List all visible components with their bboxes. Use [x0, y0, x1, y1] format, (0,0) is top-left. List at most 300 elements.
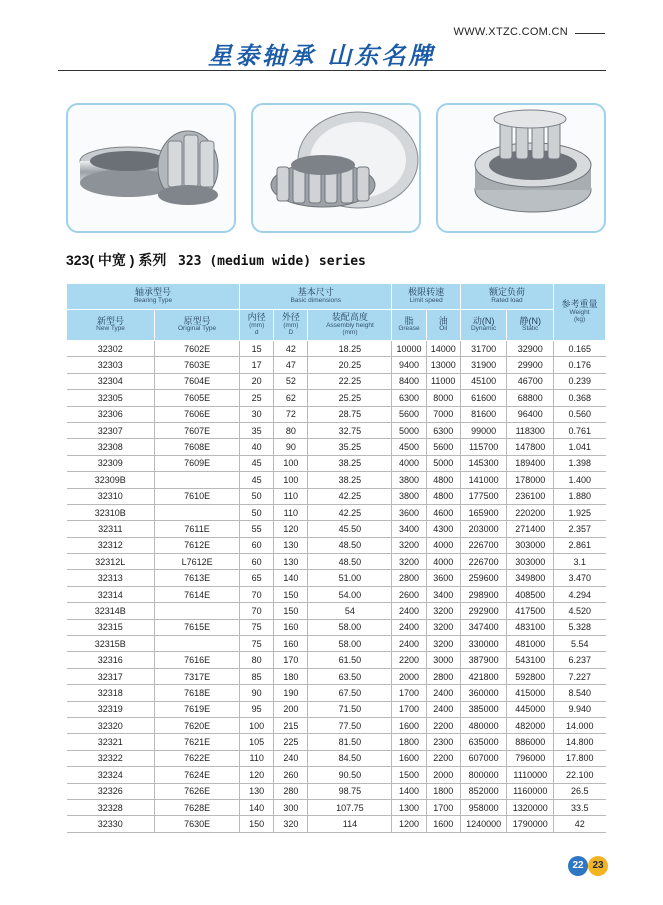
cell-original-type: [155, 504, 240, 520]
cell-static-load: 271400: [507, 521, 554, 537]
cell-outer-diameter: 160: [274, 636, 308, 652]
cell-static-load: 592800: [507, 668, 554, 684]
cell-assembly-height: 58.00: [308, 636, 392, 652]
cell-new-type: 32304: [67, 373, 155, 389]
cell-static-load: 189400: [507, 455, 554, 471]
cell-weight: 5.54: [554, 636, 606, 652]
cell-weight: 5.328: [554, 619, 606, 635]
cell-grease-speed: 1700: [392, 685, 426, 701]
cell-original-type: L7612E: [155, 554, 240, 570]
page-header: [0, 0, 663, 72]
table-row: [67, 717, 606, 733]
cell-grease-speed: 2600: [392, 586, 426, 602]
cell-assembly-height: 20.25: [308, 357, 392, 373]
col-outer-diameter: 外径 (mm) D: [274, 310, 308, 341]
cell-inner-diameter: 60: [240, 537, 274, 553]
col-inner-diameter: 内径 (mm) d: [240, 310, 274, 341]
cell-weight: 4.520: [554, 603, 606, 619]
cell-oil-speed: 2400: [426, 685, 460, 701]
cell-dynamic-load: 145300: [460, 455, 507, 471]
cell-new-type: 32303: [67, 357, 155, 373]
cell-grease-speed: 8400: [392, 373, 426, 389]
cell-new-type: 32314B: [67, 603, 155, 619]
cell-outer-diameter: 200: [274, 701, 308, 717]
cell-original-type: 7604E: [155, 373, 240, 389]
cell-weight: 0.560: [554, 406, 606, 422]
cell-outer-diameter: 180: [274, 668, 308, 684]
cell-inner-diameter: 150: [240, 816, 274, 832]
bearing-photo-3: [436, 103, 606, 233]
cell-static-load: 178000: [507, 472, 554, 488]
cell-grease-speed: 3600: [392, 504, 426, 520]
table-row: [67, 636, 606, 652]
cell-oil-speed: 3200: [426, 603, 460, 619]
cell-assembly-height: 98.75: [308, 783, 392, 799]
cell-inner-diameter: 75: [240, 636, 274, 652]
table-row: [67, 521, 606, 537]
cell-static-load: 886000: [507, 734, 554, 750]
website-url[interactable]: WWW.XTZC.COM.CN: [453, 26, 568, 38]
cell-new-type: 32315B: [67, 636, 155, 652]
cell-original-type: 7602E: [155, 341, 240, 357]
cell-grease-speed: 10000: [392, 341, 426, 357]
cell-assembly-height: 63.50: [308, 668, 392, 684]
cell-static-load: 1790000: [507, 816, 554, 832]
cell-static-load: 96400: [507, 406, 554, 422]
cell-assembly-height: 81.50: [308, 734, 392, 750]
table-row: [67, 406, 606, 422]
table-row: [67, 701, 606, 717]
cell-original-type: 7624E: [155, 767, 240, 783]
cell-inner-diameter: 40: [240, 439, 274, 455]
cell-inner-diameter: 45: [240, 455, 274, 471]
cell-oil-speed: 2400: [426, 701, 460, 717]
table-row: [67, 685, 606, 701]
table-row: [67, 554, 606, 570]
cell-weight: 0.176: [554, 357, 606, 373]
cell-static-load: 417500: [507, 603, 554, 619]
cell-oil-speed: 1700: [426, 799, 460, 815]
cell-assembly-height: 42.25: [308, 504, 392, 520]
header-row-columns: [67, 310, 606, 341]
cell-dynamic-load: 31900: [460, 357, 507, 373]
cell-inner-diameter: 50: [240, 504, 274, 520]
series-title-zh: 323( 中宽 ) 系列: [66, 252, 167, 268]
cell-dynamic-load: 480000: [460, 717, 507, 733]
cell-weight: 1.925: [554, 504, 606, 520]
cell-assembly-height: 45.50: [308, 521, 392, 537]
cell-grease-speed: 1700: [392, 701, 426, 717]
cell-outer-diameter: 100: [274, 472, 308, 488]
cell-oil-speed: 2800: [426, 668, 460, 684]
cell-original-type: 7626E: [155, 783, 240, 799]
cell-original-type: [155, 636, 240, 652]
cell-grease-speed: 1600: [392, 717, 426, 733]
cell-inner-diameter: 20: [240, 373, 274, 389]
cell-outer-diameter: 130: [274, 554, 308, 570]
cell-static-load: 46700: [507, 373, 554, 389]
cell-inner-diameter: 55: [240, 521, 274, 537]
cell-weight: 0.165: [554, 341, 606, 357]
cell-new-type: 32316: [67, 652, 155, 668]
cell-grease-speed: 3800: [392, 488, 426, 504]
table-row: [67, 816, 606, 832]
cell-inner-diameter: 50: [240, 488, 274, 504]
cell-assembly-height: 38.25: [308, 455, 392, 471]
cell-new-type: 32308: [67, 439, 155, 455]
cell-dynamic-load: 259600: [460, 570, 507, 586]
cell-inner-diameter: 75: [240, 619, 274, 635]
cell-inner-diameter: 17: [240, 357, 274, 373]
cell-weight: 22.100: [554, 767, 606, 783]
cell-dynamic-load: 165900: [460, 504, 507, 520]
cell-grease-speed: 1200: [392, 816, 426, 832]
cell-static-load: 118300: [507, 422, 554, 438]
cell-outer-diameter: 150: [274, 603, 308, 619]
cell-static-load: 481000: [507, 636, 554, 652]
table-row: [67, 341, 606, 357]
cell-dynamic-load: 226700: [460, 554, 507, 570]
cell-outer-diameter: 150: [274, 586, 308, 602]
table-row: [67, 455, 606, 471]
table-row: [67, 734, 606, 750]
cell-dynamic-load: 635000: [460, 734, 507, 750]
table-row: [67, 537, 606, 553]
cell-new-type: 32311: [67, 521, 155, 537]
cell-new-type: 32319: [67, 701, 155, 717]
cell-outer-diameter: 110: [274, 488, 308, 504]
table-row: [67, 619, 606, 635]
cell-weight: 42: [554, 816, 606, 832]
cell-inner-diameter: 105: [240, 734, 274, 750]
cell-static-load: 408500: [507, 586, 554, 602]
cell-grease-speed: 1600: [392, 750, 426, 766]
cell-oil-speed: 14000: [426, 341, 460, 357]
cell-outer-diameter: 72: [274, 406, 308, 422]
header-row-groups: [67, 284, 606, 310]
cell-outer-diameter: 62: [274, 390, 308, 406]
cell-inner-diameter: 65: [240, 570, 274, 586]
col-grease: 脂 Grease: [392, 310, 426, 341]
table-row: [67, 488, 606, 504]
cell-grease-speed: 1400: [392, 783, 426, 799]
cell-original-type: 7605E: [155, 390, 240, 406]
cell-dynamic-load: 61600: [460, 390, 507, 406]
cell-assembly-height: 28.75: [308, 406, 392, 422]
cell-outer-diameter: 160: [274, 619, 308, 635]
cell-weight: 3.1: [554, 554, 606, 570]
cell-original-type: [155, 472, 240, 488]
cell-weight: 2.357: [554, 521, 606, 537]
cell-grease-speed: 4000: [392, 455, 426, 471]
cell-grease-speed: 9400: [392, 357, 426, 373]
cell-weight: 1.041: [554, 439, 606, 455]
cell-assembly-height: 22.25: [308, 373, 392, 389]
cell-original-type: 7628E: [155, 799, 240, 815]
table-row: [67, 504, 606, 520]
cell-new-type: 32305: [67, 390, 155, 406]
cell-dynamic-load: 800000: [460, 767, 507, 783]
table-row: [67, 603, 606, 619]
table-row: [67, 652, 606, 668]
cell-assembly-height: 61.50: [308, 652, 392, 668]
cell-static-load: 68800: [507, 390, 554, 406]
cell-outer-diameter: 47: [274, 357, 308, 373]
cell-grease-speed: 1800: [392, 734, 426, 750]
cell-inner-diameter: 85: [240, 668, 274, 684]
cell-assembly-height: 32.75: [308, 422, 392, 438]
cell-assembly-height: 35.25: [308, 439, 392, 455]
cell-outer-diameter: 130: [274, 537, 308, 553]
cell-original-type: 7618E: [155, 685, 240, 701]
cell-dynamic-load: 347400: [460, 619, 507, 635]
table-row: [67, 783, 606, 799]
cell-outer-diameter: 300: [274, 799, 308, 815]
cell-original-type: 7609E: [155, 455, 240, 471]
cell-new-type: 32318: [67, 685, 155, 701]
cell-weight: 0.761: [554, 422, 606, 438]
cell-oil-speed: 3000: [426, 652, 460, 668]
col-static: 静(N) Static: [507, 310, 554, 341]
cell-weight: 1.398: [554, 455, 606, 471]
cell-oil-speed: 2000: [426, 767, 460, 783]
cell-static-load: 415000: [507, 685, 554, 701]
cell-original-type: 7611E: [155, 521, 240, 537]
cell-dynamic-load: 958000: [460, 799, 507, 815]
cell-dynamic-load: 385000: [460, 701, 507, 717]
cell-oil-speed: 2200: [426, 717, 460, 733]
bearing-photo-2: [251, 103, 421, 233]
cell-grease-speed: 3400: [392, 521, 426, 537]
cell-outer-diameter: 120: [274, 521, 308, 537]
cell-weight: 2.861: [554, 537, 606, 553]
table-row: [67, 422, 606, 438]
cell-static-load: 349800: [507, 570, 554, 586]
cell-weight: 7.227: [554, 668, 606, 684]
cell-oil-speed: 13000: [426, 357, 460, 373]
cell-new-type: 32322: [67, 750, 155, 766]
cell-new-type: 32315: [67, 619, 155, 635]
cell-static-load: 483100: [507, 619, 554, 635]
cell-weight: 6.237: [554, 652, 606, 668]
cell-oil-speed: 3200: [426, 636, 460, 652]
cell-inner-diameter: 95: [240, 701, 274, 717]
cell-dynamic-load: 31700: [460, 341, 507, 357]
cell-new-type: 32312: [67, 537, 155, 553]
cell-new-type: 32309B: [67, 472, 155, 488]
cell-original-type: 7606E: [155, 406, 240, 422]
cell-new-type: 32328: [67, 799, 155, 815]
bearing-photo-1: [66, 103, 236, 233]
cell-new-type: 32302: [67, 341, 155, 357]
cell-original-type: 7612E: [155, 537, 240, 553]
table-row: [67, 373, 606, 389]
cell-original-type: 7613E: [155, 570, 240, 586]
cell-outer-diameter: 42: [274, 341, 308, 357]
col-original-type: 原型号 Original Type: [155, 310, 240, 341]
cell-new-type: 32307: [67, 422, 155, 438]
cell-inner-diameter: 130: [240, 783, 274, 799]
group-bearing-type: 轴承型号 Bearing Type: [67, 284, 240, 310]
page-number-right: 23: [588, 856, 608, 876]
cell-assembly-height: 54: [308, 603, 392, 619]
table-row: [67, 586, 606, 602]
cell-grease-speed: 2800: [392, 570, 426, 586]
cell-inner-diameter: 100: [240, 717, 274, 733]
cell-static-load: 1160000: [507, 783, 554, 799]
cell-grease-speed: 2400: [392, 603, 426, 619]
cell-dynamic-load: 81600: [460, 406, 507, 422]
cell-assembly-height: 54.00: [308, 586, 392, 602]
table-row: [67, 799, 606, 815]
spec-table: [66, 283, 606, 833]
cell-outer-diameter: 80: [274, 422, 308, 438]
cell-oil-speed: 4000: [426, 554, 460, 570]
cell-grease-speed: 3200: [392, 554, 426, 570]
cell-weight: 0.239: [554, 373, 606, 389]
cell-static-load: 303000: [507, 554, 554, 570]
cell-new-type: 32312L: [67, 554, 155, 570]
page-number-left: 22: [568, 856, 588, 876]
cell-grease-speed: 2400: [392, 619, 426, 635]
cell-weight: 4.294: [554, 586, 606, 602]
cell-static-load: 796000: [507, 750, 554, 766]
cell-grease-speed: 6300: [392, 390, 426, 406]
cell-inner-diameter: 90: [240, 685, 274, 701]
cell-weight: 26.5: [554, 783, 606, 799]
cell-oil-speed: 2200: [426, 750, 460, 766]
cell-inner-diameter: 120: [240, 767, 274, 783]
cell-oil-speed: 11000: [426, 373, 460, 389]
cell-outer-diameter: 280: [274, 783, 308, 799]
cell-new-type: 32320: [67, 717, 155, 733]
cell-dynamic-load: 177500: [460, 488, 507, 504]
cell-original-type: 7610E: [155, 488, 240, 504]
cell-static-load: 220200: [507, 504, 554, 520]
cell-grease-speed: 4500: [392, 439, 426, 455]
cell-inner-diameter: 35: [240, 422, 274, 438]
cell-weight: 0.368: [554, 390, 606, 406]
cell-dynamic-load: 387900: [460, 652, 507, 668]
cell-oil-speed: 2300: [426, 734, 460, 750]
cell-oil-speed: 4800: [426, 472, 460, 488]
col-assembly-height: 装配高度 Assembly height (mm): [308, 310, 392, 341]
cell-assembly-height: 90.50: [308, 767, 392, 783]
cell-original-type: 7619E: [155, 701, 240, 717]
cell-weight: 9.940: [554, 701, 606, 717]
cell-dynamic-load: 330000: [460, 636, 507, 652]
cell-inner-diameter: 140: [240, 799, 274, 815]
cell-outer-diameter: 190: [274, 685, 308, 701]
cell-outer-diameter: 215: [274, 717, 308, 733]
cell-assembly-height: 51.00: [308, 570, 392, 586]
cell-oil-speed: 1600: [426, 816, 460, 832]
cell-new-type: 32324: [67, 767, 155, 783]
cell-outer-diameter: 225: [274, 734, 308, 750]
table-row: [67, 750, 606, 766]
cell-outer-diameter: 90: [274, 439, 308, 455]
cell-new-type: 32310B: [67, 504, 155, 520]
cell-inner-diameter: 70: [240, 586, 274, 602]
cell-original-type: 7616E: [155, 652, 240, 668]
cell-static-load: 445000: [507, 701, 554, 717]
table-row: [67, 390, 606, 406]
cell-static-load: 1110000: [507, 767, 554, 783]
cell-dynamic-load: 203000: [460, 521, 507, 537]
cell-oil-speed: 4600: [426, 504, 460, 520]
cell-inner-diameter: 110: [240, 750, 274, 766]
group-basic-dimensions: 基本尺寸 Basic dimensions: [240, 284, 392, 310]
cell-oil-speed: 6300: [426, 422, 460, 438]
cell-assembly-height: 71.50: [308, 701, 392, 717]
cell-original-type: 7620E: [155, 717, 240, 733]
cell-assembly-height: 42.25: [308, 488, 392, 504]
table-row: [67, 767, 606, 783]
col-oil: 油 Oil: [426, 310, 460, 341]
cell-assembly-height: 84.50: [308, 750, 392, 766]
cell-oil-speed: 1800: [426, 783, 460, 799]
cell-inner-diameter: 70: [240, 603, 274, 619]
cell-weight: 1.400: [554, 472, 606, 488]
cell-inner-diameter: 25: [240, 390, 274, 406]
cell-dynamic-load: 141000: [460, 472, 507, 488]
cell-static-load: 147800: [507, 439, 554, 455]
cell-oil-speed: 3400: [426, 586, 460, 602]
cell-new-type: 32330: [67, 816, 155, 832]
table-row: [67, 357, 606, 373]
cell-static-load: 482000: [507, 717, 554, 733]
cell-assembly-height: 48.50: [308, 537, 392, 553]
cell-new-type: 32309: [67, 455, 155, 471]
table-row: [67, 668, 606, 684]
cell-weight: 3.470: [554, 570, 606, 586]
group-rated-load: 额定负荷 Rated load: [460, 284, 553, 310]
cell-original-type: 7608E: [155, 439, 240, 455]
cell-weight: 8.540: [554, 685, 606, 701]
cell-dynamic-load: 360000: [460, 685, 507, 701]
cell-dynamic-load: 1240000: [460, 816, 507, 832]
series-title: [66, 250, 366, 270]
cell-original-type: 7317E: [155, 668, 240, 684]
cell-new-type: 32321: [67, 734, 155, 750]
col-dynamic: 动(N) Dynamic: [460, 310, 507, 341]
cell-static-load: 29900: [507, 357, 554, 373]
cell-oil-speed: 3600: [426, 570, 460, 586]
cell-oil-speed: 4800: [426, 488, 460, 504]
cell-original-type: 7603E: [155, 357, 240, 373]
cell-outer-diameter: 240: [274, 750, 308, 766]
cell-inner-diameter: 80: [240, 652, 274, 668]
group-limit-speed: 极限转速 Limit speed: [392, 284, 460, 310]
cell-original-type: 7621E: [155, 734, 240, 750]
cell-dynamic-load: 226700: [460, 537, 507, 553]
cell-outer-diameter: 140: [274, 570, 308, 586]
group-weight: 参考重量 Weight (kg): [554, 284, 606, 341]
cell-inner-diameter: 45: [240, 472, 274, 488]
cell-static-load: 32900: [507, 341, 554, 357]
cell-outer-diameter: 100: [274, 455, 308, 471]
cell-grease-speed: 1300: [392, 799, 426, 815]
table-row: [67, 472, 606, 488]
cell-grease-speed: 2400: [392, 636, 426, 652]
cell-weight: 14.800: [554, 734, 606, 750]
cell-oil-speed: 4300: [426, 521, 460, 537]
cell-oil-speed: 5600: [426, 439, 460, 455]
cell-weight: 17.800: [554, 750, 606, 766]
cell-static-load: 1320000: [507, 799, 554, 815]
cell-weight: 14.000: [554, 717, 606, 733]
cell-original-type: 7614E: [155, 586, 240, 602]
